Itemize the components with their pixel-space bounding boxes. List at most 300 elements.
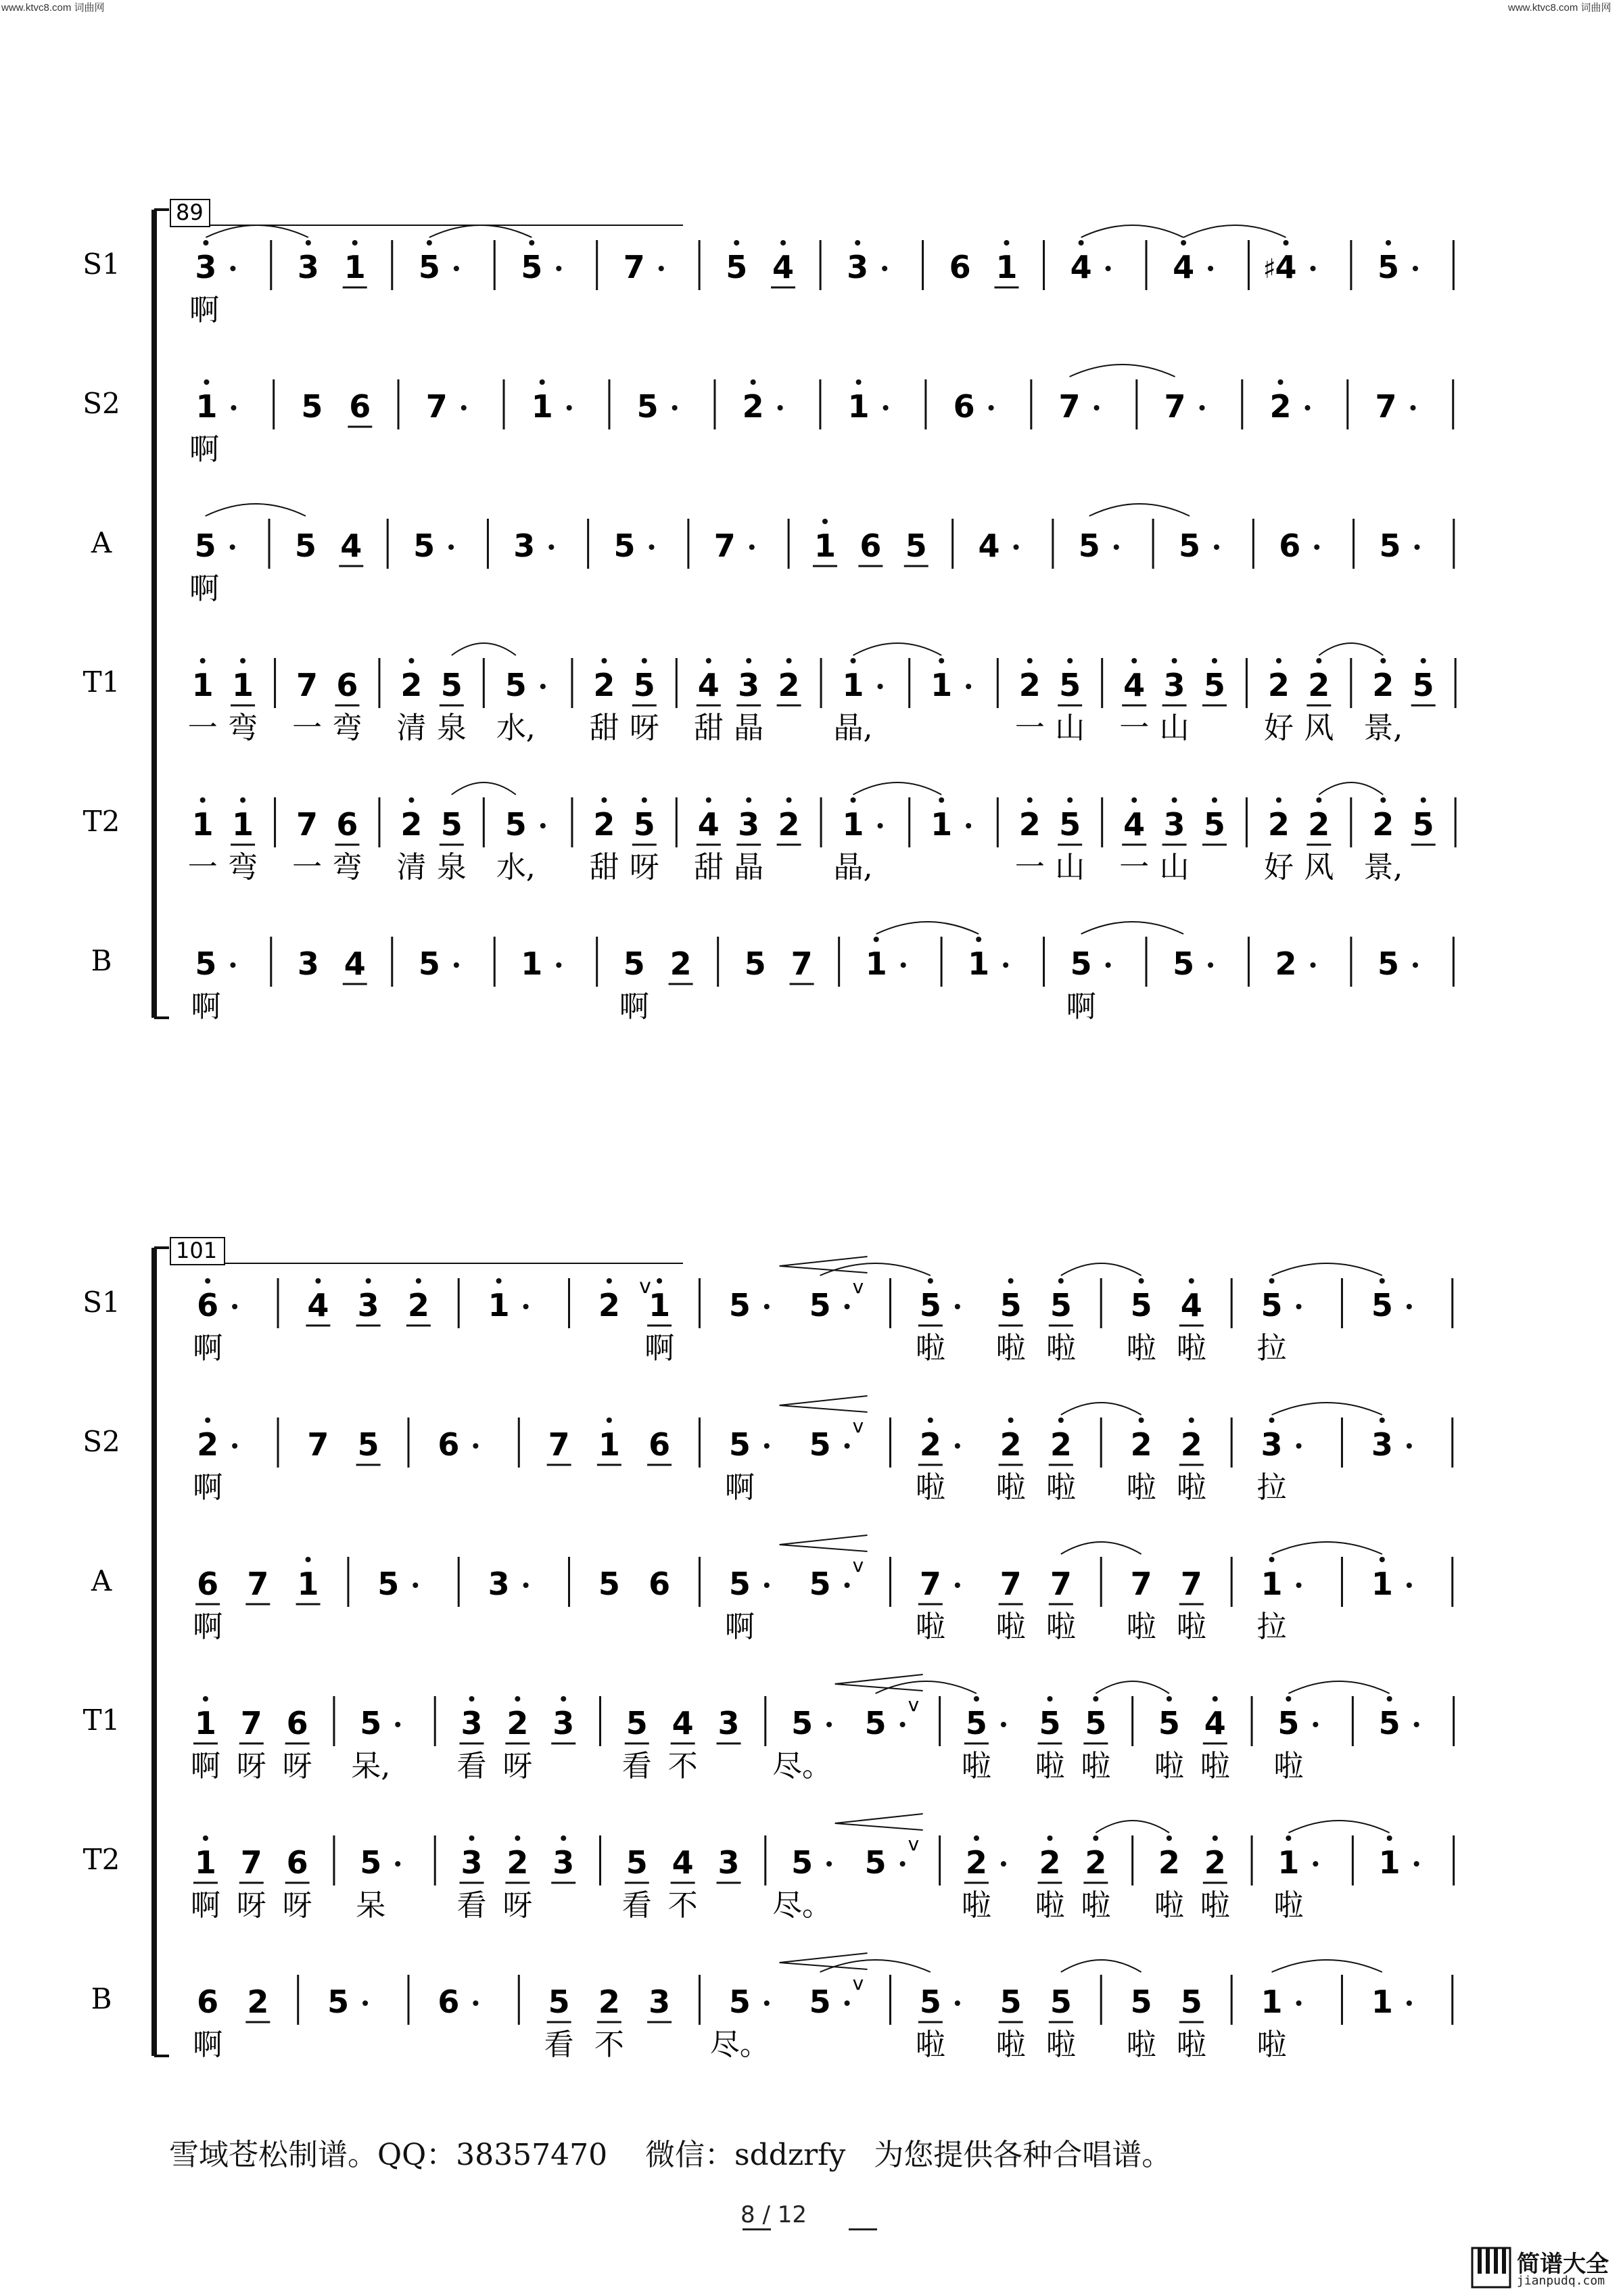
note-digit: 2 xyxy=(1130,1426,1152,1463)
octave-dot xyxy=(780,240,786,245)
augmentation-dot xyxy=(1311,962,1316,968)
lyric-syllable: 呀 xyxy=(236,1888,266,1923)
octave-dot xyxy=(706,658,711,663)
octave-dot xyxy=(200,658,206,663)
note-digit: 5 xyxy=(728,1984,751,2020)
augmentation-dot xyxy=(955,1304,960,1309)
header-left: www.ktvc8.com 词曲网 xyxy=(1,2,105,14)
octave-dot xyxy=(642,658,647,663)
augmentation-dot xyxy=(473,2000,478,2006)
note-digit: 7 xyxy=(1180,1566,1202,1602)
augmentation-dot xyxy=(1413,962,1418,968)
lyric-syllable: 水, xyxy=(496,711,536,745)
octave-dot xyxy=(1380,658,1386,663)
octave-dot xyxy=(1008,1418,1014,1423)
augmentation-dot xyxy=(567,405,572,411)
tie-arc xyxy=(452,782,516,795)
note-digit: 1 xyxy=(1261,1984,1283,2020)
note-digit: 5 xyxy=(919,1984,941,2020)
lyric-syllable: 拉 xyxy=(1256,1331,1287,1365)
note-digit: 5 xyxy=(633,806,655,843)
lyric-syllable: 啦 xyxy=(1154,1888,1184,1923)
lyric-syllable: 不 xyxy=(594,2028,624,2062)
augmentation-dot xyxy=(882,266,887,271)
octave-dot xyxy=(976,937,981,942)
note-digit: 1 xyxy=(1371,1566,1393,1602)
note-digit: 2 xyxy=(1050,1426,1072,1463)
lyric-syllable: 一 xyxy=(1119,850,1150,885)
augmentation-dot xyxy=(448,544,454,550)
lyric-syllable: 啦 xyxy=(1273,1888,1304,1923)
augmentation-dot xyxy=(883,405,889,411)
augmentation-dot xyxy=(1311,266,1316,271)
note-digit: 6 xyxy=(286,1844,308,1881)
note-digit: 4 xyxy=(1173,249,1195,285)
augmentation-dot xyxy=(1296,2000,1302,2006)
octave-dot xyxy=(928,1278,933,1284)
lyric-syllable: 拉 xyxy=(1256,1610,1287,1644)
note-digit: 2 xyxy=(965,1844,987,1881)
lyric-syllable: 尽。 xyxy=(709,2028,770,2062)
tie-arc xyxy=(206,225,308,237)
lyric-syllable: 晶, xyxy=(833,850,873,885)
note-digit: 5 xyxy=(1050,1287,1072,1323)
note-digit: 5 xyxy=(1059,667,1081,703)
note-digit: 5 xyxy=(1039,1705,1061,1741)
octave-dot xyxy=(1286,1696,1291,1702)
octave-dot xyxy=(416,1278,421,1284)
decrescendo-hairpin xyxy=(835,1814,923,1830)
lyric-syllable: 泉 xyxy=(436,850,467,885)
octave-dot xyxy=(205,1418,210,1423)
augmentation-dot xyxy=(672,405,678,411)
note-digit: 2 xyxy=(197,1426,219,1463)
octave-dot xyxy=(315,1278,321,1284)
note-digit: 6 xyxy=(336,667,358,703)
octave-dot xyxy=(1139,1278,1144,1284)
note-digit: 5 xyxy=(791,1705,814,1741)
lyric-syllable: 啊 xyxy=(619,989,649,1024)
note-digit: 5 xyxy=(195,945,217,982)
octave-dot xyxy=(1269,1418,1275,1423)
note-digit: 5 xyxy=(1377,945,1399,982)
augmentation-dot xyxy=(966,823,971,828)
augmentation-dot xyxy=(232,1443,237,1449)
lyric-syllable: 啊 xyxy=(724,1470,755,1505)
note-digit: 2 xyxy=(1180,1426,1202,1463)
header-right: www.ktvc8.com 词曲网 xyxy=(1508,2,1612,14)
octave-dot xyxy=(1421,797,1426,803)
note-digit: 7 xyxy=(999,1566,1022,1602)
note-digit: 3 xyxy=(461,1705,483,1741)
tie-arc xyxy=(1081,225,1183,237)
note-digit: 3 xyxy=(738,667,760,703)
tie-arc xyxy=(429,225,532,237)
lyric-syllable: 啦 xyxy=(995,1470,1026,1505)
tie-arc xyxy=(853,643,942,655)
lyric-syllable: 啦 xyxy=(995,1331,1026,1365)
octave-dot xyxy=(427,240,432,245)
note-digit: 5 xyxy=(440,806,463,843)
lyric-syllable: 啊 xyxy=(1066,989,1096,1024)
note-digit: 2 xyxy=(1269,388,1292,425)
note-digit: 5 xyxy=(440,667,463,703)
octave-dot xyxy=(1386,240,1391,245)
octave-dot xyxy=(1278,379,1284,385)
lyric-syllable: 甜 xyxy=(589,850,619,885)
lyric-syllable: 晶 xyxy=(734,711,764,745)
octave-dot xyxy=(469,1696,475,1702)
augmentation-dot xyxy=(878,684,883,689)
note-digit: 4 xyxy=(672,1705,694,1741)
note-digit: 7 xyxy=(247,1566,269,1602)
octave-dot xyxy=(1284,240,1289,245)
note-digit: 5 xyxy=(1078,528,1100,564)
voice-label: A xyxy=(91,1564,112,1597)
note-digit: 1 xyxy=(931,806,953,843)
note-digit: 1 xyxy=(195,388,218,425)
tie-arc xyxy=(1272,1403,1382,1415)
breath-mark: v xyxy=(852,1275,864,1298)
augmentation-dot xyxy=(845,2000,850,2006)
measure-number: 89 xyxy=(176,200,204,225)
augmentation-dot xyxy=(1003,962,1008,968)
lyric-syllable: 啊 xyxy=(190,1888,220,1923)
octave-dot xyxy=(515,1835,520,1841)
augmentation-dot xyxy=(1200,405,1205,411)
note-digit: 7 xyxy=(1050,1566,1072,1602)
lyric-syllable: 啦 xyxy=(961,1888,991,1923)
note-digit: 5 xyxy=(809,1566,831,1602)
octave-dot xyxy=(200,797,206,803)
note-digit: 3 xyxy=(1163,806,1185,843)
decrescendo-hairpin xyxy=(780,1535,868,1551)
octave-dot xyxy=(1276,797,1281,803)
octave-dot xyxy=(1189,1278,1194,1284)
note-digit: 5 xyxy=(809,1287,831,1323)
octave-dot xyxy=(1316,658,1321,663)
octave-dot xyxy=(1269,1557,1275,1562)
lyric-syllable: 啊 xyxy=(644,1331,675,1365)
octave-dot xyxy=(204,379,209,385)
augmentation-dot xyxy=(556,266,561,271)
note-digit: 1 xyxy=(1378,1844,1401,1881)
octave-dot xyxy=(939,797,944,803)
lyric-syllable: 啦 xyxy=(1200,1888,1230,1923)
octave-dot xyxy=(1380,1418,1385,1423)
octave-dot xyxy=(1008,1278,1014,1284)
note-digit: 5 xyxy=(1085,1705,1107,1741)
note-digit: 5 xyxy=(744,945,766,982)
tie-arc xyxy=(1061,1960,1142,1972)
note-digit: 5 xyxy=(357,1426,379,1463)
note-digit: 2 xyxy=(778,667,800,703)
octave-dot xyxy=(1139,1418,1144,1423)
augmentation-dot xyxy=(955,1443,960,1449)
augmentation-dot xyxy=(878,823,883,828)
octave-dot xyxy=(1380,1278,1385,1284)
note-digit: 4 xyxy=(1070,249,1092,285)
note-digit: 4 xyxy=(672,1844,694,1881)
note-digit: 4 xyxy=(1180,1287,1202,1323)
note-digit: 6 xyxy=(438,1426,460,1463)
augmentation-dot xyxy=(900,1861,905,1867)
note-digit: 5 xyxy=(327,1984,350,2020)
note-digit: 5 xyxy=(1070,945,1092,982)
augmentation-dot xyxy=(1414,1861,1419,1867)
octave-dot xyxy=(366,1278,371,1284)
note-digit: 3 xyxy=(297,249,319,285)
augmentation-dot xyxy=(1001,1722,1006,1727)
note-digit: 5 xyxy=(1173,945,1195,982)
augmentation-dot xyxy=(1296,1443,1302,1449)
augmentation-dot xyxy=(1305,405,1311,411)
lyric-syllable: 啦 xyxy=(1176,1331,1206,1365)
lyric-syllable: 泉 xyxy=(436,711,467,745)
piano-keys-icon xyxy=(1471,2245,1511,2290)
note-digit: 5 xyxy=(301,388,323,425)
augmentation-dot xyxy=(764,2000,770,2006)
augmentation-dot xyxy=(955,2000,960,2006)
note-digit: 1 xyxy=(232,806,254,843)
voice-label: B xyxy=(91,1982,112,2015)
octave-dot xyxy=(203,1835,208,1841)
octave-dot xyxy=(607,1278,612,1284)
lyric-syllable: 景, xyxy=(1363,850,1403,885)
note-digit: 5 xyxy=(548,1984,570,2020)
octave-dot xyxy=(408,797,414,803)
tie-arc xyxy=(1096,1821,1169,1833)
note-digit: 5 xyxy=(726,249,748,285)
note-digit: 4 xyxy=(344,945,366,982)
note-digit: 7 xyxy=(1130,1566,1152,1602)
augmentation-dot xyxy=(1413,266,1418,271)
augmentation-dot xyxy=(395,1861,400,1867)
lyric-syllable: 看 xyxy=(621,1749,652,1783)
note-digit: 5 xyxy=(1412,667,1434,703)
sharp-accidental: ♯ xyxy=(1263,254,1276,285)
lyric-syllable: 呀 xyxy=(282,1749,312,1783)
note-digit: 5 xyxy=(1158,1705,1180,1741)
note-digit: 5 xyxy=(613,528,636,564)
note-digit: 2 xyxy=(593,667,615,703)
lyric-syllable: 晶 xyxy=(734,850,764,885)
note-digit: 5 xyxy=(294,528,316,564)
augmentation-dot xyxy=(649,544,655,550)
lyric-syllable: 一 xyxy=(1014,711,1045,745)
note-digit: 5 xyxy=(636,388,659,425)
augmentation-dot xyxy=(989,405,994,411)
note-digit: 3 xyxy=(513,528,536,564)
note-digit: 5 xyxy=(413,528,436,564)
note-digit: 5 xyxy=(1371,1287,1393,1323)
note-digit: 5 xyxy=(1130,1984,1152,2020)
augmentation-dot xyxy=(1407,2000,1412,2006)
note-digit: 5 xyxy=(1203,667,1225,703)
breath-mark: v xyxy=(852,1972,864,1994)
augmentation-dot xyxy=(1414,544,1419,550)
augmentation-dot xyxy=(1106,266,1111,271)
lyric-syllable: 啦 xyxy=(1273,1749,1304,1783)
augmentation-dot xyxy=(1214,544,1219,550)
note-digit: 5 xyxy=(1203,806,1225,843)
page-number: 8 / 12 xyxy=(740,2201,807,2228)
octave-dot xyxy=(601,797,607,803)
note-digit: 5 xyxy=(1379,528,1401,564)
lyric-syllable: 一 xyxy=(187,850,218,885)
note-digit: 5 xyxy=(360,1844,382,1881)
tie-arc xyxy=(1061,1403,1142,1415)
tie-arc xyxy=(876,922,979,934)
note-digit: 1 xyxy=(194,1705,216,1741)
note-digit: 2 xyxy=(247,1984,269,2020)
octave-dot xyxy=(352,240,358,245)
augmentation-dot xyxy=(1208,962,1213,968)
augmentation-dot xyxy=(1296,1304,1302,1309)
lyric-syllable: 啦 xyxy=(1126,2028,1156,2062)
augmentation-dot xyxy=(764,1583,770,1588)
lyric-syllable: 啦 xyxy=(915,1470,945,1505)
note-digit: 5 xyxy=(728,1287,751,1323)
note-digit: 6 xyxy=(197,1287,219,1323)
augmentation-dot xyxy=(413,1583,418,1588)
octave-dot xyxy=(1167,1835,1172,1841)
augmentation-dot xyxy=(1407,1443,1412,1449)
tie-arc xyxy=(452,643,516,655)
octave-dot xyxy=(1027,797,1033,803)
note-digit: 5 xyxy=(626,1844,648,1881)
note-digit: 3 xyxy=(1163,667,1185,703)
note-digit: 2 xyxy=(999,1426,1022,1463)
lyric-syllable: 啊 xyxy=(191,989,221,1024)
lyric-syllable: 啦 xyxy=(915,1331,945,1365)
note-digit: 5 xyxy=(626,1705,648,1741)
tie-arc xyxy=(1070,365,1175,377)
note-digit: 5 xyxy=(864,1705,887,1741)
note-digit: 1 xyxy=(847,388,870,425)
note-digit: 1 xyxy=(521,945,543,982)
note-digit: 1 xyxy=(598,1426,620,1463)
note-digit: 3 xyxy=(461,1844,483,1881)
lyric-syllable: 看 xyxy=(621,1888,652,1923)
octave-dot xyxy=(1048,1696,1053,1702)
note-digit: 7 xyxy=(1058,388,1081,425)
octave-dot xyxy=(408,658,414,663)
lyric-syllable: 一 xyxy=(292,711,323,745)
lyric-syllable: 看 xyxy=(544,2028,574,2062)
tie-arc xyxy=(1061,1263,1142,1275)
tie-arc xyxy=(1272,1542,1382,1554)
lyric-syllable: 啊 xyxy=(724,1610,755,1644)
augmentation-dot xyxy=(1407,1583,1412,1588)
octave-dot xyxy=(1093,1835,1098,1841)
lyric-syllable: 山 xyxy=(1055,711,1085,745)
augmentation-dot xyxy=(461,405,467,411)
note-digit: 5 xyxy=(418,945,440,982)
note-digit: 4 xyxy=(307,1287,329,1323)
breath-mark: v xyxy=(908,1693,920,1716)
note-digit: 5 xyxy=(504,667,527,703)
octave-dot xyxy=(1058,1278,1064,1284)
voice-label: S2 xyxy=(83,387,120,420)
note-digit: 3 xyxy=(718,1705,740,1741)
note-digit: 2 xyxy=(507,1705,529,1741)
note-digit: 2 xyxy=(742,388,764,425)
lyric-syllable: 一 xyxy=(1014,850,1045,885)
note-digit: 5 xyxy=(377,1566,400,1602)
note-digit: 3 xyxy=(297,945,319,982)
brand-name: 简谱大全 xyxy=(1517,2251,1609,2278)
lyric-syllable: 甜 xyxy=(589,711,619,745)
note-digit: 1 xyxy=(842,806,864,843)
brand-url: jianpudq.com xyxy=(1517,2274,1605,2288)
lyric-syllable: 好 xyxy=(1263,850,1294,885)
augmentation-dot xyxy=(1208,266,1213,271)
octave-dot xyxy=(974,1835,979,1841)
octave-dot xyxy=(607,1418,612,1423)
augmentation-dot xyxy=(230,266,235,271)
augmentation-dot xyxy=(230,962,235,968)
note-digit: 7 xyxy=(1375,388,1397,425)
note-digit: 1 xyxy=(297,1566,319,1602)
augmentation-dot xyxy=(1106,962,1111,968)
octave-dot xyxy=(1212,797,1217,803)
octave-dot xyxy=(203,1696,208,1702)
octave-dot xyxy=(306,240,311,245)
augmentation-dot xyxy=(230,544,235,550)
note-digit: 5 xyxy=(1378,1705,1401,1741)
octave-dot xyxy=(734,240,739,245)
octave-dot xyxy=(1067,658,1073,663)
note-digit: 7 xyxy=(307,1426,329,1463)
octave-dot xyxy=(1212,658,1217,663)
tie-arc xyxy=(1319,782,1383,795)
octave-dot xyxy=(1189,1418,1194,1423)
tie-arc xyxy=(1089,504,1190,516)
tie-arc xyxy=(1288,1821,1389,1833)
octave-dot xyxy=(1067,797,1073,803)
octave-dot xyxy=(642,797,647,803)
lyric-syllable: 呀 xyxy=(282,1888,312,1923)
lyric-syllable: 啦 xyxy=(1045,1610,1076,1644)
lyric-syllable: 呀 xyxy=(236,1749,266,1783)
note-digit: 1 xyxy=(531,388,553,425)
note-digit: 5 xyxy=(418,249,440,285)
lyric-syllable: 呀 xyxy=(502,1749,533,1783)
lyric-syllable: 山 xyxy=(1159,711,1190,745)
lyric-syllable: 风 xyxy=(1304,711,1334,745)
note-digit: 1 xyxy=(488,1287,510,1323)
octave-dot xyxy=(601,658,607,663)
note-digit: 5 xyxy=(809,1426,831,1463)
augmentation-dot xyxy=(1001,1861,1006,1867)
note-digit: 3 xyxy=(718,1844,740,1881)
octave-dot xyxy=(496,1278,502,1284)
note-digit: 1 xyxy=(1277,1844,1300,1881)
octave-dot xyxy=(751,379,756,385)
octave-dot xyxy=(1079,240,1084,245)
octave-dot xyxy=(205,1278,210,1284)
octave-dot xyxy=(1316,797,1321,803)
octave-dot xyxy=(928,1418,933,1423)
note-digit: 2 xyxy=(1085,1844,1107,1881)
octave-dot xyxy=(1380,1557,1385,1562)
tie-arc xyxy=(1183,225,1286,237)
voice-label: S2 xyxy=(83,1425,120,1458)
octave-dot xyxy=(974,1696,979,1702)
note-digit: 6 xyxy=(953,388,975,425)
note-digit: 7 xyxy=(296,806,319,843)
